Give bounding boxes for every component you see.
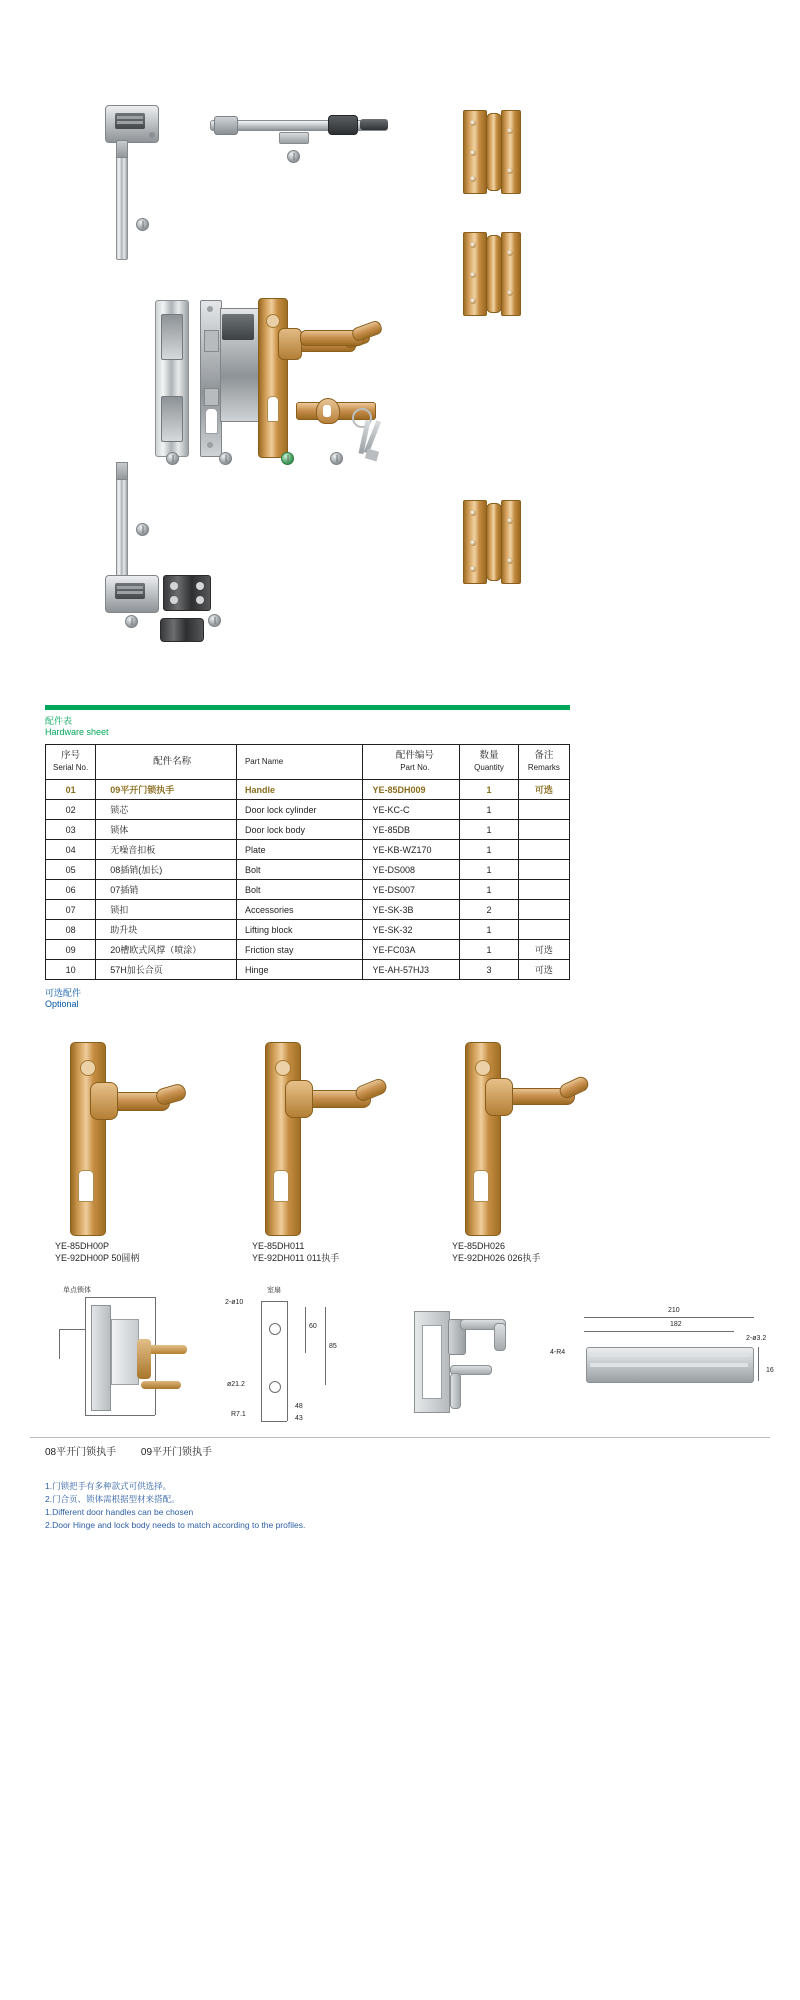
label-2xd32: 2-ø3.2 (746, 1335, 767, 1342)
table-row (46, 800, 570, 820)
exploded-hardware-diagram (0, 0, 800, 690)
cell-partno: YE-DS007 (362, 880, 460, 900)
cell-partno: YE-SK-32 (362, 920, 460, 940)
label-r4: 4-R4 (550, 1349, 566, 1356)
screw-icon (330, 452, 343, 465)
label-2xd10: 2-ø10 (225, 1299, 244, 1306)
label-dim182: 182 (670, 1321, 682, 1328)
cell-partno: YE-KB-WZ170 (362, 840, 460, 860)
label-d212: ø21.2 (227, 1381, 245, 1388)
cell-qty: 1 (460, 780, 519, 800)
screw-icon (208, 614, 221, 627)
accessory-keeper (160, 618, 204, 642)
note-en-1: 1.Different door handles can be chosen (45, 1507, 194, 1517)
cell-qty: 1 (460, 820, 519, 840)
hardware-table (45, 744, 570, 980)
table-row (46, 900, 570, 920)
cell-serial: 08 (46, 920, 96, 940)
lock-body (200, 300, 258, 455)
noise-free-plate (155, 300, 187, 455)
cell-remark: 可选 (518, 940, 569, 960)
cell-name-en: Accessories (236, 900, 362, 920)
cell-serial: 04 (46, 840, 96, 860)
tech-caption-2: 09平开门锁执手 (140, 1447, 213, 1458)
striker-box-bottom (105, 575, 159, 613)
table-head (46, 745, 570, 780)
table-row (46, 880, 570, 900)
optional-title (45, 988, 570, 1010)
cell-serial: 02 (46, 800, 96, 820)
cell-remark (518, 840, 569, 860)
tech-drawing-plate-dims (550, 1305, 780, 1415)
cell-qty: 1 (460, 840, 519, 860)
cell-name-cn: 57H加长合页 (96, 960, 237, 980)
handle-3-line2: YE-92DH026 026执手 (452, 1253, 541, 1263)
cell-name-cn: 07插销 (96, 880, 237, 900)
optional-handle-2-caption (252, 1240, 339, 1264)
cell-qty: 1 (460, 940, 519, 960)
cell-name-en: Plate (236, 840, 362, 860)
optional-handles-section (0, 1010, 800, 1270)
table-row (46, 840, 570, 860)
cell-remark: 可选 (518, 960, 569, 980)
tech-caption-1: 08平开门锁执手 (45, 1447, 117, 1458)
note-cn-1: 1.门锁把手有多种款式可供选择。 (45, 1481, 172, 1491)
table-row (46, 820, 570, 840)
cell-name-cn: 助升块 (96, 920, 237, 940)
cell-serial: 09 (46, 940, 96, 960)
table-row (46, 860, 570, 880)
cell-serial: 07 (46, 900, 96, 920)
tech-drawing-profile (225, 1285, 375, 1430)
cell-name-en: Hinge (236, 960, 362, 980)
table-header-row (46, 745, 570, 780)
tech-captions (45, 1443, 234, 1458)
optional-handle-3 (455, 1030, 695, 1240)
cell-name-cn: 锁扣 (96, 900, 237, 920)
table-row (46, 780, 570, 800)
handle-2-line1: YE-85DH011 (252, 1241, 305, 1251)
cell-qty: 1 (460, 860, 519, 880)
cell-partno: YE-AH-57HJ3 (362, 960, 460, 980)
cell-name-cn: 锁体 (96, 820, 237, 840)
cell-name-en: Friction stay (236, 940, 362, 960)
th-serial-cn: 序号 (61, 750, 81, 761)
th-partno-en: Part No. (400, 763, 430, 772)
cell-name-cn: 锁芯 (96, 800, 237, 820)
cell-serial: 06 (46, 880, 96, 900)
hardware-sheet (45, 705, 570, 1010)
keys (352, 408, 402, 464)
cell-partno: YE-FC03A (362, 940, 460, 960)
bolt-long-lower (114, 462, 128, 577)
screw-icon-green (281, 452, 294, 465)
cell-remark (518, 920, 569, 940)
note-en-2: 2.Door Hinge and lock body needs to match according to the profiles. (45, 1520, 306, 1530)
label-dim43: 43 (295, 1415, 303, 1422)
th-qty-en: Quantity (474, 763, 504, 772)
label-dim60: 60 (309, 1323, 317, 1330)
cell-name-en: Handle (236, 780, 362, 800)
table-body (46, 780, 570, 980)
cell-name-en: Door lock body (236, 820, 362, 840)
cell-name-en: Bolt (236, 860, 362, 880)
label-r71: R7.1 (231, 1411, 246, 1418)
cell-serial: 03 (46, 820, 96, 840)
cell-serial: 01 (46, 780, 96, 800)
screw-icon (136, 218, 149, 231)
table-row (46, 940, 570, 960)
label-dim210: 210 (668, 1307, 680, 1314)
cell-remark (518, 820, 569, 840)
section-divider (30, 1437, 770, 1438)
cell-name-en: Bolt (236, 880, 362, 900)
cell-name-en: Door lock cylinder (236, 800, 362, 820)
th-remarks-cn: 备注 (534, 750, 554, 761)
note-cn-2: 2.门合页、锁体需根据型材来搭配。 (45, 1494, 180, 1504)
label-dim16: 16 (766, 1367, 774, 1374)
cell-name-cn: 09平开门锁执手 (96, 780, 237, 800)
label-single-point: 单点锁体 (63, 1287, 91, 1294)
sheet-title (45, 716, 570, 738)
cell-serial: 05 (46, 860, 96, 880)
handle-2-line2: YE-92DH011 011执手 (252, 1253, 340, 1263)
th-remarks (518, 745, 569, 780)
th-serial-en: Serial No. (53, 763, 89, 772)
table-row (46, 920, 570, 940)
cell-partno: YE-85DH009 (362, 780, 460, 800)
cell-name-cn: 08插销(加长) (96, 860, 237, 880)
cell-qty: 1 (460, 800, 519, 820)
screw-icon (219, 452, 232, 465)
th-partno-cn: 配件编号 (395, 750, 434, 761)
handle-1-line2: YE-92DH00P 50圆柄 (55, 1253, 140, 1263)
cell-partno: YE-85DB (362, 820, 460, 840)
optional-handle-1-caption (55, 1240, 139, 1264)
handle-1-line1: YE-85DH00P (55, 1241, 110, 1251)
th-remarks-en: Remarks (527, 763, 560, 772)
tech-drawing-lockbody (45, 1285, 205, 1425)
cell-qty: 1 (460, 880, 519, 900)
striker-box-top (105, 105, 159, 143)
tech-drawing-section (390, 1295, 525, 1425)
sheet-title-cn: 配件表 (45, 716, 73, 726)
cell-remark (518, 800, 569, 820)
label-room: 室扇 (267, 1287, 281, 1294)
footer-notes (45, 1480, 305, 1532)
th-partname-cn: 配件名称 (153, 756, 192, 767)
cell-partno: YE-KC-C (362, 800, 460, 820)
th-partno (362, 745, 460, 780)
optional-handle-3-caption (452, 1240, 541, 1264)
screw-icon (125, 615, 138, 628)
cell-qty: 1 (460, 920, 519, 940)
optional-title-en: Optional (45, 999, 79, 1009)
cell-partno: YE-SK-3B (362, 900, 460, 920)
stay-bracket (279, 132, 309, 144)
sheet-title-en: Hardware sheet (45, 727, 109, 737)
cell-remark (518, 900, 569, 920)
screw-icon (166, 452, 179, 465)
hinge-bottom (463, 500, 519, 582)
lifting-block (163, 575, 211, 611)
handle-3-line1: YE-85DH026 (452, 1241, 506, 1251)
hinge-middle (463, 232, 519, 314)
section-accent-bar (45, 705, 570, 710)
label-dim85: 85 (329, 1343, 337, 1350)
label-dim48: 48 (295, 1403, 303, 1410)
lever-handle-extra (300, 318, 380, 358)
cell-qty: 3 (460, 960, 519, 980)
cell-name-cn: 无噪音扣板 (96, 840, 237, 860)
th-partname (96, 745, 237, 780)
th-qty-cn: 数量 (479, 750, 499, 761)
hinge-top (463, 110, 519, 192)
technical-drawings (30, 1285, 774, 1435)
optional-title-cn: 可选配件 (45, 988, 82, 998)
cell-remark: 可选 (518, 780, 569, 800)
cell-partno: YE-DS008 (362, 860, 460, 880)
cell-name-en: Lifting block (236, 920, 362, 940)
th-qty (460, 745, 519, 780)
cell-serial: 10 (46, 960, 96, 980)
cell-remark (518, 860, 569, 880)
screw-icon (287, 150, 300, 163)
th-partname-en-col (236, 745, 362, 780)
cell-qty: 2 (460, 900, 519, 920)
th-partname-en: Part Name (244, 757, 284, 766)
cell-remark (518, 880, 569, 900)
table-row (46, 960, 570, 980)
screw-icon (136, 523, 149, 536)
th-serial (46, 745, 96, 780)
cell-name-cn: 20槽欧式风撑（喷涂） (96, 940, 237, 960)
bolt-long-upper (114, 140, 128, 260)
